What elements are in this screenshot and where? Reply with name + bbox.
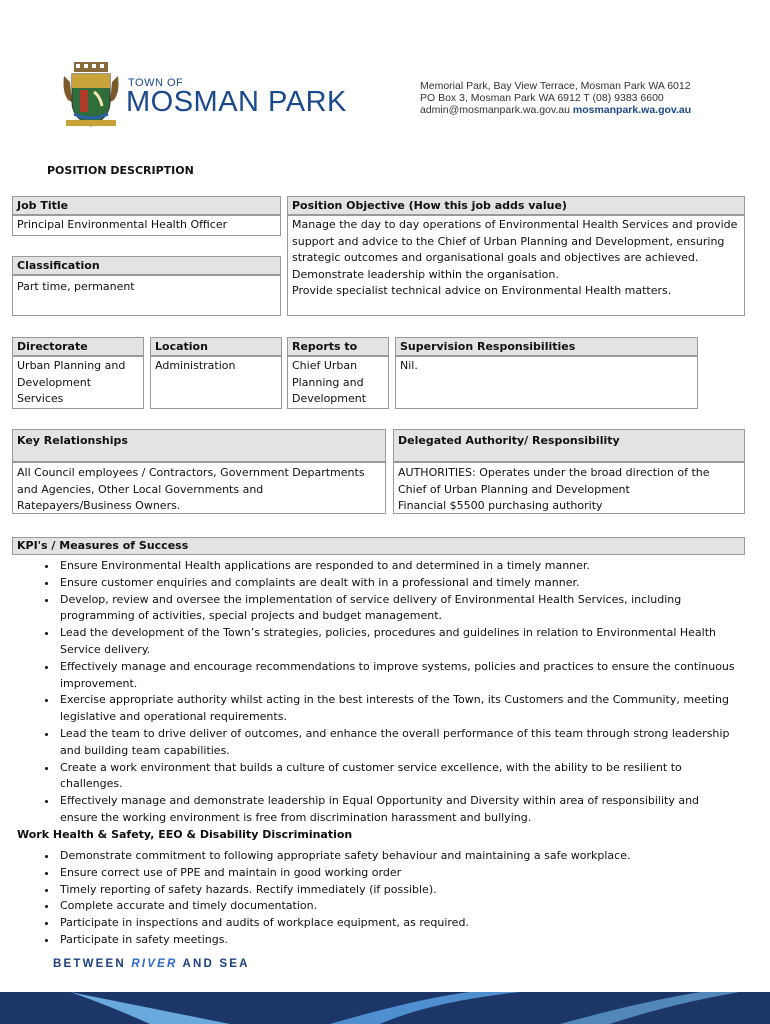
tagline-word-river: RIVER (131, 958, 178, 970)
whs-item: • Demonstrate commitment to following appropriate safety behaviour and maintaining a safe workplace. (58, 848, 745, 865)
kpi-list (12, 558, 745, 827)
footer-tagline (53, 958, 250, 970)
kpi-item: • Lead the development of the Town’s strategies, policies, procedures and guidelines in relation to Environmental Health Service delivery. (58, 625, 739, 659)
kpi-header: KPI's / Measures of Success (12, 537, 745, 555)
whs-item: • Complete accurate and timely documentation. (58, 898, 745, 915)
town-name-logo-text: MOSMAN PARK (126, 86, 347, 118)
kpi-item: • Lead the team to drive deliver of outcomes, and enhance the overall performance of this team through strong leadership and building team capabilities. (58, 726, 739, 760)
objective-body (287, 215, 745, 316)
classification-value: Part time, permanent (12, 275, 281, 316)
kpi-item: • Exercise appropriate authority whilst acting in the best interests of the Town, its Customers and the Community, meeting legislative and operational requirements. (58, 692, 739, 726)
job-title-header: Job Title (12, 196, 281, 215)
kpi-item: • Develop, review and oversee the implementation of service delivery of Environmental Health Services, including programming of activities, special projects and budget management. (58, 592, 739, 626)
kpi-item: • Effectively manage and demonstrate leadership in Equal Opportunity and Diversity within area of responsibility and ensure the working environment is free from discrimination harassment and bullying. (58, 793, 739, 827)
directorate-header: Directorate (12, 337, 144, 356)
whs-item: • Participate in inspections and audits of workplace equipment, as required. (58, 915, 745, 932)
delegated-financial-line: Financial $5500 purchasing authority (398, 499, 603, 512)
key-relationships-header: Key Relationships (12, 429, 386, 462)
objective-line: Provide specialist technical advice on Environmental Health matters. (292, 284, 672, 297)
reports-to-header: Reports to (287, 337, 389, 356)
delegated-authority-header: Delegated Authority/ Responsibility (393, 429, 745, 462)
website-link[interactable]: mosmanpark.wa.gov.au (572, 104, 692, 116)
kpi-item: • Create a work environment that builds a culture of customer service excellence, with the ability to be resilient to challenges. (58, 760, 739, 794)
location-value: Administration (150, 356, 282, 409)
contact-line (420, 104, 691, 116)
classification-header: Classification (12, 256, 281, 275)
tagline-word-and: AND (182, 958, 214, 970)
email-link[interactable]: admin@mosmanpark.wa.gov.au (420, 104, 570, 116)
kpi-item: • Effectively manage and encourage recommendations to improve systems, policies and practices to ensure the continuous improvement. (58, 659, 739, 693)
address-line-1: Memorial Park, Bay View Terrace, Mosman Park WA 6012 (420, 80, 691, 92)
whs-item: • Timely reporting of safety hazards. Rectify immediately (if possible). (58, 882, 745, 899)
delegated-authorities-line: AUTHORITIES: Operates under the broad direction of the Chief of Urban Planning and Development (398, 466, 710, 496)
directorate-value: Urban Planning and Development Services (12, 356, 144, 409)
whs-item: • Participate in safety meetings. (58, 932, 745, 949)
address-line-2: PO Box 3, Mosman Park WA 6912 T (08) 9383 6600 (420, 92, 664, 104)
key-relationships-value: All Council employees / Contractors, Government Departments and Agencies, Other Local Governments and Ratepayers/Business Owners. (12, 462, 386, 514)
tagline-word-sea: SEA (219, 958, 250, 970)
document-title: POSITION DESCRIPTION (47, 164, 194, 177)
objective-header: Position Objective (How this job adds value) (287, 196, 745, 215)
tagline-word-between: BETWEEN (53, 958, 126, 970)
whs-list (12, 848, 745, 949)
kpi-item: • Ensure Environmental Health applications are responded to and determined in a timely manner. (58, 558, 739, 575)
whs-heading: Work Health & Safety, EEO & Disability Discrimination (17, 828, 353, 841)
reports-to-value: Chief Urban Planning and Development (287, 356, 389, 409)
delegated-authority-body (393, 462, 745, 514)
town-of-label: TOWN OF (128, 77, 184, 89)
supervision-header: Supervision Responsibilities (395, 337, 698, 356)
footer-wave-band (0, 992, 770, 1024)
supervision-value: Nil. (395, 356, 698, 409)
mosman-park-crest-logo (62, 62, 120, 128)
job-title-value: Principal Environmental Health Officer (12, 215, 281, 236)
objective-line: Demonstrate leadership within the organisation. (292, 267, 559, 281)
whs-item: • Ensure correct use of PPE and maintain in good working order (58, 865, 745, 882)
location-header: Location (150, 337, 282, 356)
kpi-item: • Ensure customer enquiries and complaints are dealt with in a professional and timely manner. (58, 575, 739, 592)
objective-line: Manage the day to day operations of Environmental Health Services and provide support and advice to the Chief of Urban Planning and Development, ensuring strategic outcomes and organisational goals and objectives are achieved. (292, 218, 738, 264)
